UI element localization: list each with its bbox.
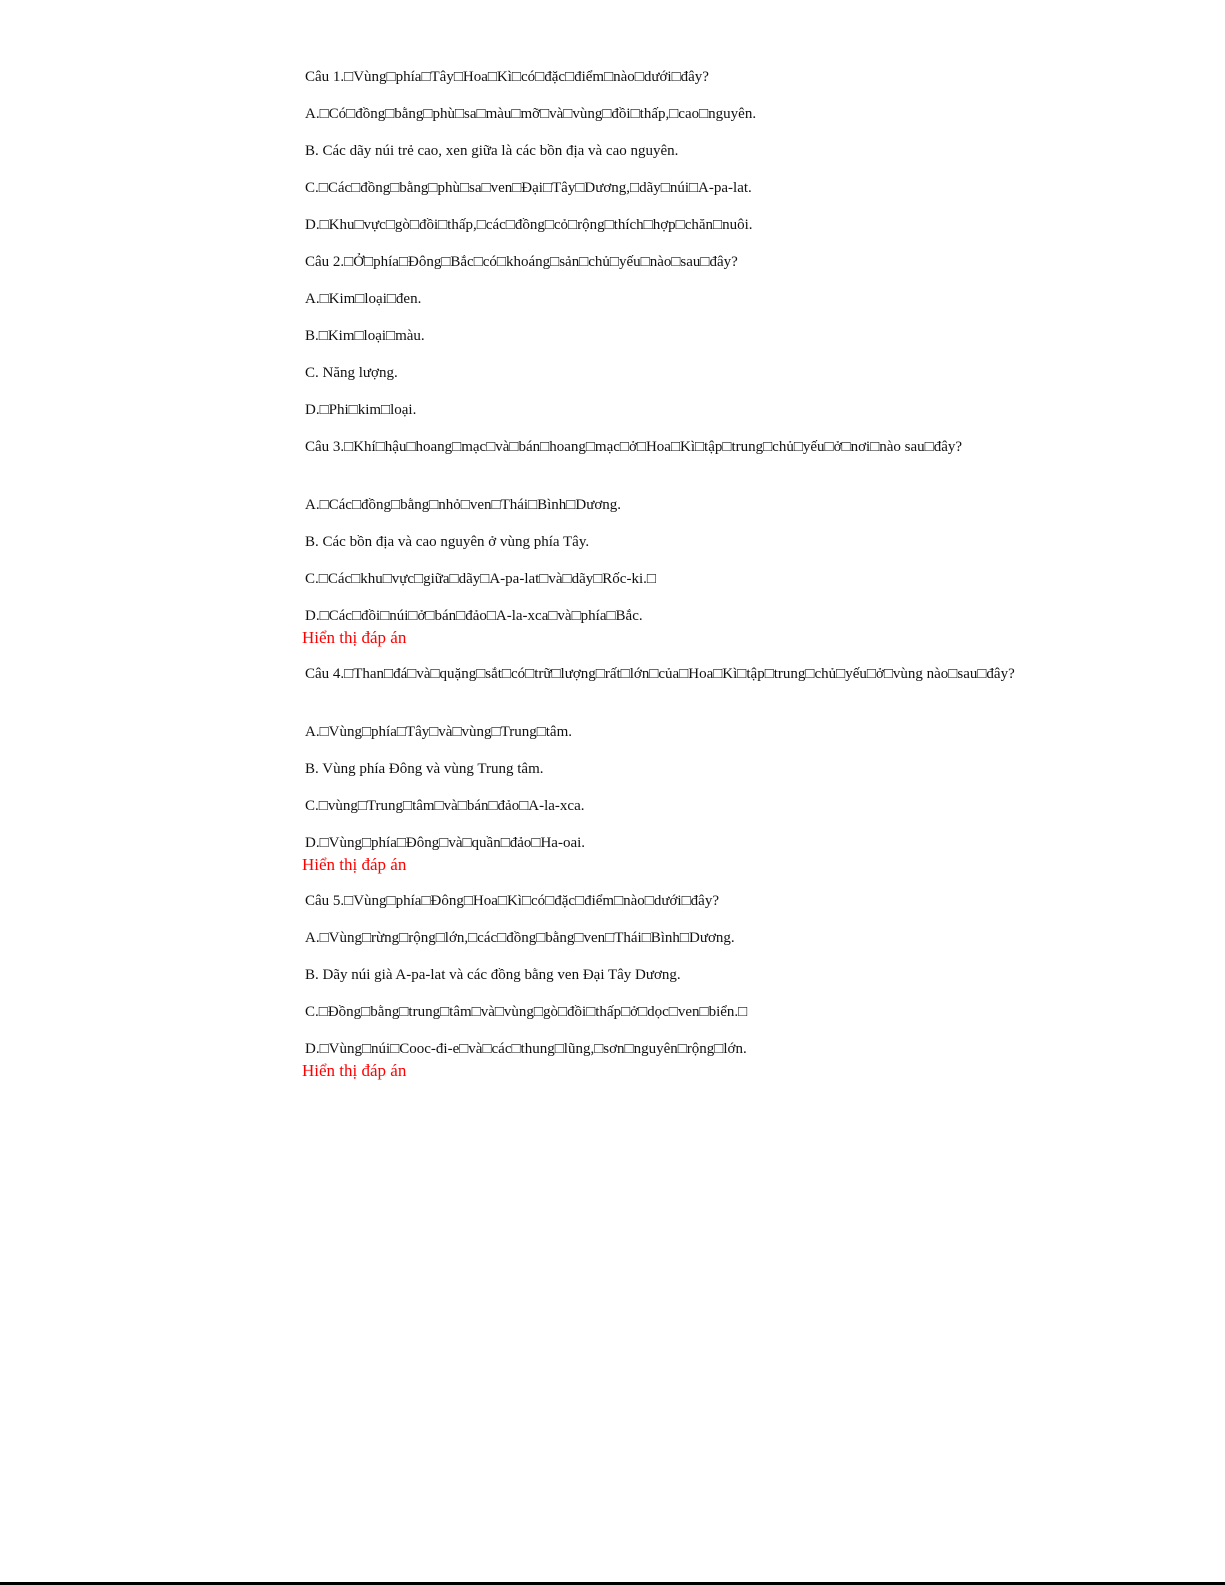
question-5-option-c: C.□Đồng□bằng□trung□tâm□và□vùng□gò□đồi□thấp□ở□dọc□ven□biển.□ <box>305 1004 748 1020</box>
question-5-option-b: B. Dãy núi già A-pa-lat và các đồng bằng ven Đại Tây Dương. <box>305 967 681 983</box>
question-2-option-c: C. Năng lượng. <box>305 365 398 381</box>
question-4-text: Câu 4.□Than□đá□và□quặng□sắt□có□trữ□lượng□rất□lớn□của□Hoa□Kì□tập□trung□chủ□yếu□ở□vùng nào□sau□đây? <box>305 666 1015 682</box>
show-answer-link-4[interactable]: Hiển thị đáp án <box>302 855 407 874</box>
question-1-option-a: A.□Có□đồng□bằng□phù□sa□màu□mỡ□và□vùng□đồi□thấp,□cao□nguyên. <box>305 106 757 122</box>
question-3-option-d: D.□Các□đồi□núi□ở□bán□đảo□A-la-xca□và□phía□Bắc. <box>305 608 643 624</box>
question-5-option-d: D.□Vùng□núi□Cooc-đi-e□và□các□thung□lũng,□sơn□nguyên□rộng□lớn. <box>305 1041 747 1057</box>
question-5-option-a: A.□Vùng□rừng□rộng□lớn,□các□đồng□bằng□ven□Thái□Bình□Dương. <box>305 930 735 946</box>
question-1-option-b: B. Các dãy núi trẻ cao, xen giữa là các bồn địa và cao nguyên. <box>305 143 679 159</box>
question-3-option-c: C.□Các□khu□vực□giữa□dãy□A-pa-lat□và□dãy□Rốc-ki.□ <box>305 571 656 587</box>
question-4-option-c: C.□vùng□Trung□tâm□và□bán□đảo□A-la-xca. <box>305 798 585 814</box>
show-answer-link-5[interactable]: Hiển thị đáp án <box>302 1061 407 1080</box>
question-1-option-c: C.□Các□đồng□bằng□phù□sa□ven□Đại□Tây□Dương,□dãy□núi□A-pa-lat. <box>305 180 752 196</box>
question-3-option-b: B. Các bồn địa và cao nguyên ở vùng phía Tây. <box>305 534 590 550</box>
question-1-text: Câu 1.□Vùng□phía□Tây□Hoa□Kì□có□đặc□điểm□nào□dưới□đây? <box>305 69 709 85</box>
question-2-option-d: D.□Phi□kim□loại. <box>305 402 417 418</box>
question-1-option-d: D.□Khu□vực□gò□đồi□thấp,□các□đồng□cỏ□rộng□thích□hợp□chăn□nuôi. <box>305 217 753 233</box>
question-4-option-a: A.□Vùng□phía□Tây□và□vùng□Trung□tâm. <box>305 724 573 740</box>
question-3-text: Câu 3.□Khí□hậu□hoang□mạc□và□bán□hoang□mạc□ở□Hoa□Kì□tập□trung□chủ□yếu□ở□nơi□nào sau□đây? <box>305 439 963 455</box>
show-answer-link-3[interactable]: Hiển thị đáp án <box>302 628 407 647</box>
question-4-option-b: B. Vùng phía Đông và vùng Trung tâm. <box>305 761 544 777</box>
question-4-option-d: D.□Vùng□phía□Đông□và□quần□đảo□Ha-oai. <box>305 835 586 851</box>
question-5-text: Câu 5.□Vùng□phía□Đông□Hoa□Kì□có□đặc□điểm□nào□dưới□đây? <box>305 893 719 909</box>
question-2-text: Câu 2.□Ở□phía□Đông□Bắc□có□khoáng□sản□chủ□yếu□nào□sau□đây? <box>305 254 738 270</box>
question-3-option-a: A.□Các□đồng□bằng□nhỏ□ven□Thái□Bình□Dương. <box>305 497 622 513</box>
question-2-option-b: B.□Kim□loại□màu. <box>305 328 425 344</box>
question-2-option-a: A.□Kim□loại□đen. <box>305 291 422 307</box>
